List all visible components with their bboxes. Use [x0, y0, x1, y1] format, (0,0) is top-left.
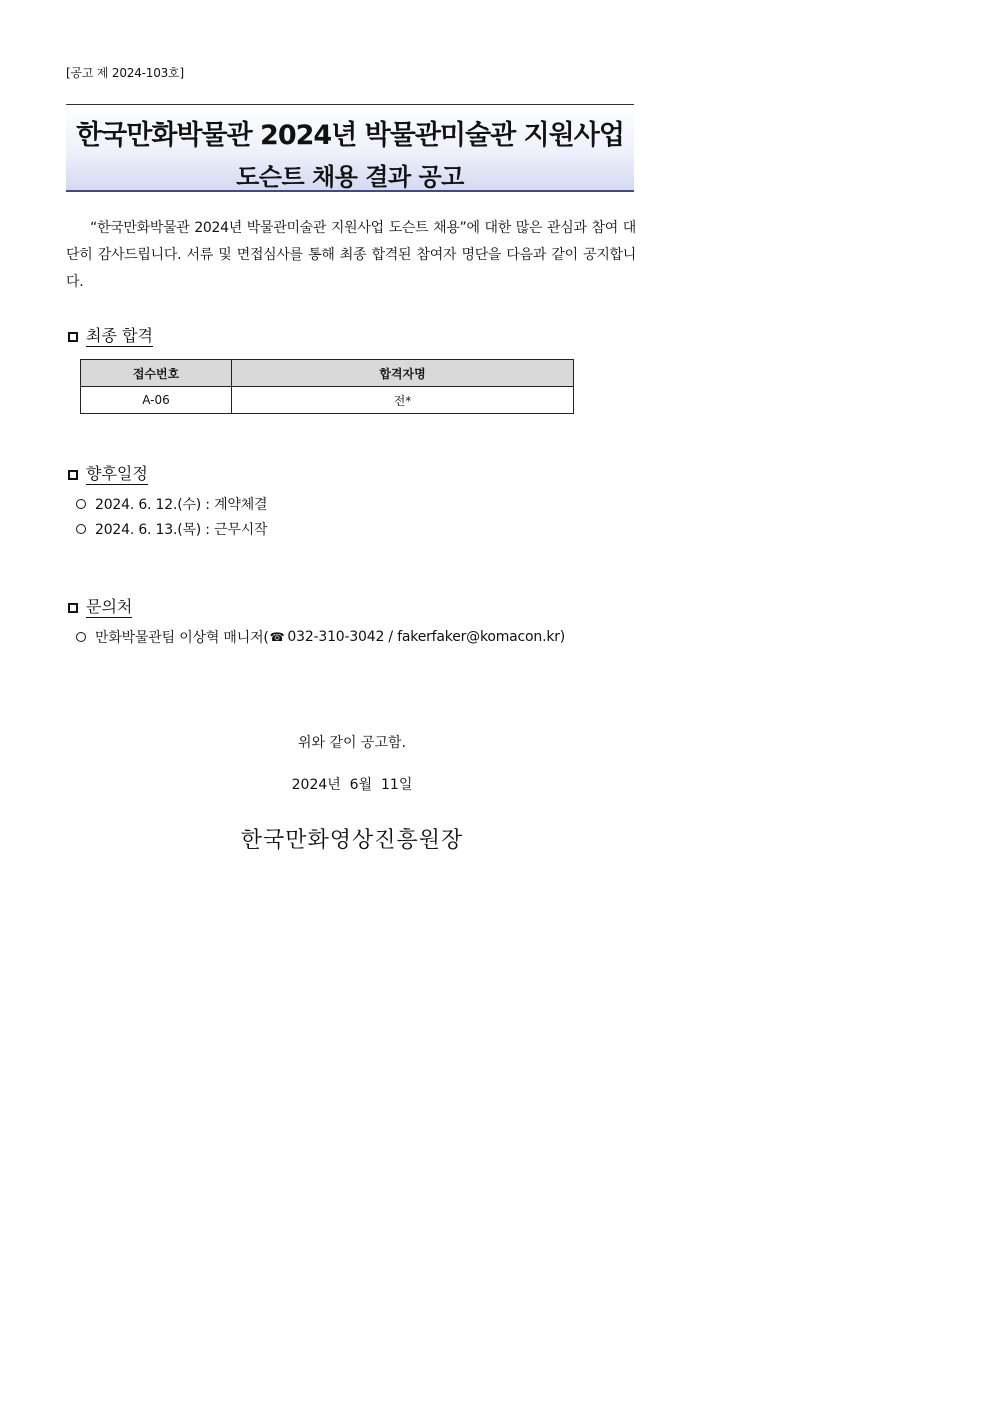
column-header: 합격자명	[232, 360, 574, 387]
section-heading: 문의처	[86, 597, 133, 616]
schedule-text: 2024. 6. 12.(수) : 계약체결	[95, 497, 268, 513]
final-pass-table	[80, 359, 574, 414]
schedule-item	[76, 519, 267, 539]
column-header: 접수번호	[81, 360, 232, 387]
page-subtitle: 도슨트 채용 결과 공고	[236, 163, 464, 191]
notice-number: [공고 제 2024-103호]	[66, 66, 184, 80]
phone-icon: ☎	[269, 630, 285, 644]
intro-paragraph: “한국만화박물관 2024년 박물관미술관 지원사업 도슨트 채용”에 대한 많은 관심과 참여 대단히 감사드립니다. 서류 및 면접심사를 통해 최종 합격된 참여자 명단을 다음과 같이 공지합니다.	[66, 220, 636, 290]
square-bullet-icon	[68, 332, 78, 342]
circle-bullet-icon	[76, 632, 86, 642]
title-banner	[66, 104, 634, 192]
table-row	[81, 387, 574, 414]
page-title: 한국만화박물관 2024년 박물관미술관 지원사업	[76, 120, 624, 151]
contact-prefix: 만화박물관팀 이상혁 매니저(	[95, 630, 269, 646]
table-cell: 전*	[232, 387, 574, 414]
table-cell: A-06	[81, 387, 232, 414]
section-heading: 최종 합격	[86, 326, 153, 345]
section-contact	[68, 597, 132, 618]
square-bullet-icon	[68, 603, 78, 613]
contact-details: 032-310-3042 / fakerfaker@komacon.kr)	[287, 629, 566, 645]
circle-bullet-icon	[76, 524, 86, 534]
table-header-row	[81, 360, 574, 387]
square-bullet-icon	[68, 470, 78, 480]
organization-signature: 한국만화영상진흥원장	[240, 828, 464, 853]
circle-bullet-icon	[76, 499, 86, 509]
notice-date: 2024년 6월 11일	[291, 777, 413, 793]
section-schedule	[68, 464, 148, 485]
schedule-item	[76, 494, 267, 514]
section-final-pass	[68, 326, 153, 347]
closing-statement: 위와 같이 공고함.	[297, 735, 407, 751]
section-heading: 향후일정	[86, 464, 148, 483]
contact-item	[76, 627, 565, 647]
schedule-text: 2024. 6. 13.(목) : 근무시작	[95, 522, 268, 538]
